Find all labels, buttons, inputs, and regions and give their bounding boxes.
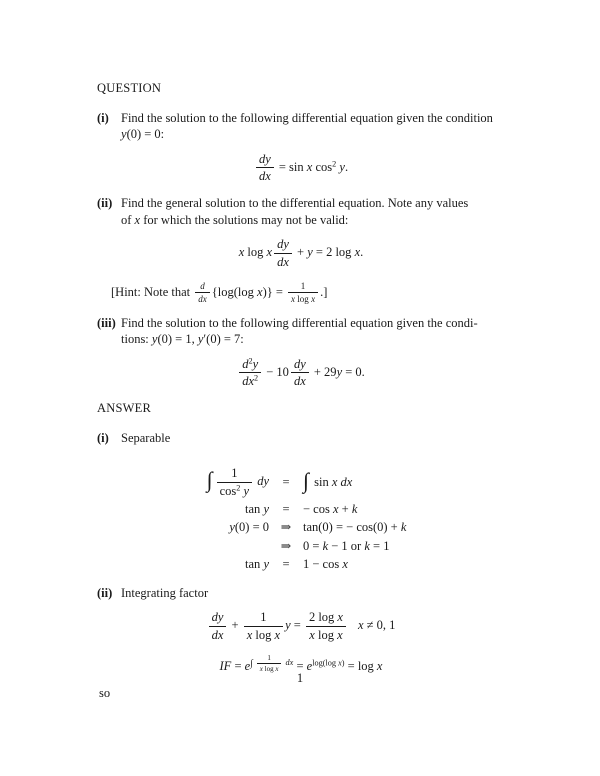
superscript [250,653,294,673]
relation-symbol [269,501,303,518]
math-token: log [244,245,267,260]
math-token: dy [258,151,271,166]
math-token: )} = [262,284,287,299]
fraction [217,466,252,499]
math-token: e [244,658,251,673]
math-token: = [290,618,304,633]
math-token: x [309,627,315,642]
fraction [288,281,318,305]
math-token: x [337,610,343,625]
fraction-denominator [291,373,309,389]
math-token: y [252,356,259,371]
derivation-rhs [303,468,505,493]
fraction-numerator [274,237,292,254]
math-token: + [293,245,308,260]
math-token: log [314,627,338,642]
math-token: − 1 or [328,538,365,553]
math-token: x [332,501,339,516]
math-token: + [228,618,242,633]
answer-ii-title: Integrating factor [121,585,209,600]
derivation-row [97,556,505,573]
derivation-rhs [303,501,505,518]
math-token: k [364,538,370,553]
question-i-line1 [121,110,505,127]
math-token: x dx [331,475,353,490]
math-token: dx [277,254,289,269]
math-token: ⇒ [280,538,292,553]
equation-q1 [97,152,505,185]
math-token: y [336,159,345,174]
answer-item-ii [97,585,505,602]
math-token: x [259,664,263,673]
math-token: y [263,557,269,572]
math-token: log [295,294,312,305]
math-token: tions: [121,332,152,347]
math-token: tan [245,557,264,572]
math-token: + [338,501,352,516]
question-header: QUESTION [97,81,162,95]
fraction-numerator [306,610,346,627]
hint-line [97,281,505,305]
answer-label-i: (i) [97,430,109,445]
math-token: ⇒ [280,520,292,535]
derivation-lhs [97,501,269,518]
fraction-denominator [244,627,283,643]
answer-header: ANSWER [97,401,151,416]
math-token: tan(0) = − cos(0) + [303,520,401,535]
fraction-denominator [288,293,318,305]
math-token: [Hint: Note that [111,284,194,299]
superscript [312,658,344,667]
fraction [244,610,283,643]
math-token: dx [198,294,207,305]
math-token: ′(0) = 7: [203,332,244,347]
derivation-lhs [97,466,269,499]
superscript: 2 [248,356,253,366]
fraction-numerator [257,654,282,664]
relation-symbol [269,556,303,573]
fraction-numerator [291,357,309,374]
fraction [256,152,274,185]
math-token: log [262,664,276,673]
fraction-numerator [256,152,274,169]
math-token: y [240,483,250,498]
math-token: dy [254,474,269,489]
math-token: k [400,520,407,535]
math-token: dx [211,627,224,642]
math-token: x [246,627,253,642]
math-token: x [274,627,281,642]
fraction [209,610,227,643]
superscript: 2 [332,159,337,169]
math-token: y [336,364,343,379]
math-token: dy [277,237,289,251]
math-token: log(log [312,658,339,668]
math-token: = 2 log [312,245,355,260]
fraction-numerator [209,610,227,627]
math-token: dx [293,374,306,389]
math-token: = [282,501,290,516]
math-token: y [229,520,235,535]
math-token: = [282,557,290,572]
math-token: 0 = [303,538,323,553]
question-iii-line2 [121,331,505,348]
question-item-iii [97,315,505,348]
integral-icon: ∫ [206,468,213,493]
fraction-denominator [209,627,227,643]
math-token: 1 [267,653,271,662]
relation-symbol [269,474,303,491]
fraction-denominator [195,293,210,305]
question-i-line2 [121,126,505,143]
so-text: so [99,686,111,701]
derivation-row [97,519,505,536]
math-token: = [293,658,307,673]
derivation-lhs [97,556,269,573]
fraction-denominator [217,483,252,499]
fraction [274,237,292,270]
answer-i-title: Separable [121,430,171,445]
question-ii-line1 [121,195,505,212]
relation-symbol [269,519,303,536]
math-token: tan [245,501,264,516]
question-iii-line1 [121,315,505,332]
math-token: x [357,618,364,633]
math-token: dx [242,374,254,389]
fraction-denominator [256,168,274,184]
math-token: − cos [303,501,333,516]
math-token: y [285,618,291,633]
item-label-ii: (ii) [97,196,113,210]
math-token: 1 [231,466,238,481]
math-token: (0) = 1, [157,332,198,347]
fraction [195,281,210,305]
question-item-ii [97,195,505,228]
integral-icon: ∫ [250,659,253,670]
math-token: (0) = 0 [234,520,269,535]
math-token: = sin [275,159,307,174]
math-token: y [151,332,158,347]
fraction-numerator [239,357,261,374]
math-token: + 29 [310,364,337,379]
math-token: dx [258,169,271,184]
math-token: . [344,159,349,174]
math-token: x [337,627,343,642]
math-token: x [266,245,273,260]
equation-q2 [97,237,505,270]
math-token: dy [293,356,306,371]
math-token: cos [312,159,333,174]
fraction-numerator [288,281,318,294]
equation-standard-form [97,610,505,643]
math-token: of [121,212,135,227]
math-token: = [231,658,245,673]
relation-symbol [269,538,303,555]
math-token: ≠ 0, 1 [363,618,396,633]
math-token: 1 [300,280,306,291]
math-token: = [282,475,290,490]
math-token: x [275,664,279,673]
math-token: x [376,658,383,673]
math-token: x [338,658,342,668]
math-token: dy [211,610,224,625]
integral-icon: ∫ [303,468,309,493]
math-token: log [252,627,275,642]
math-token: x [238,245,245,260]
fraction-denominator [306,627,346,643]
math-token: e [306,658,313,673]
math-token: d [200,280,205,291]
math-token: y [197,332,204,347]
answer-label-ii: (ii) [97,585,113,600]
math-token: − 10 [263,364,289,379]
fraction [306,610,346,643]
fraction-denominator [274,254,292,270]
math-token: x [257,284,263,299]
math-token: sin [311,475,332,490]
math-token: for which the solutions may not be valid: [140,212,349,227]
math-token: {log(log [211,284,258,299]
derivation-row [97,466,505,499]
derivation-rhs [303,538,505,555]
derivation-rhs [303,519,505,536]
math-token: y [263,501,269,516]
question-item-i [97,110,505,143]
math-token: (0) = 0: [126,127,165,141]
page-number: 1 [296,670,304,685]
equation-q3 [97,357,505,390]
superscript: 2 [254,373,259,383]
math-token: = log [344,658,377,673]
math-token: dx [283,658,294,668]
math-token: k [322,538,329,553]
math-token: = 1 [369,538,390,553]
math-token: Find the solution to the following differential equation given the condition [121,110,493,125]
math-token: Find the general solution to the differential equation. Note any values [121,196,469,210]
item-label-i: (i) [97,110,109,125]
math-token: 2 log [308,610,338,625]
math-token: cos [219,483,237,498]
fraction-denominator [239,373,261,389]
math-token: 1 [260,610,267,625]
fraction [291,357,309,390]
math-token: x [291,294,296,305]
fraction-numerator [195,281,210,294]
math-token: .] [320,284,328,299]
math-token: ) [341,658,345,668]
derivation-lhs [97,519,269,536]
derivation-block [97,466,505,573]
math-token: x [134,212,141,227]
derivation-row [97,538,505,555]
math-token: k [351,501,358,516]
math-token: x [311,294,316,305]
math-token: y [121,127,127,141]
math-token: x [306,159,313,174]
math-token: y [307,245,313,260]
math-token: 1 − cos [303,557,343,572]
math-token: Find the solution to the following differential equation given the condi- [121,315,478,330]
math-token: x [342,557,348,572]
item-label-iii: (iii) [97,315,116,330]
fraction-numerator [217,466,252,483]
math-token: IF [219,658,232,673]
math-token: d [242,356,249,371]
derivation-rhs [303,556,505,573]
question-ii-line2 [121,212,505,229]
derivation-row [97,501,505,518]
math-token: x [354,245,361,260]
math-token: . [360,245,364,260]
fraction [239,357,261,390]
superscript: 2 [236,483,241,493]
answer-item-i [97,430,505,447]
fraction-numerator [244,610,283,627]
math-token: = 0. [342,364,365,379]
